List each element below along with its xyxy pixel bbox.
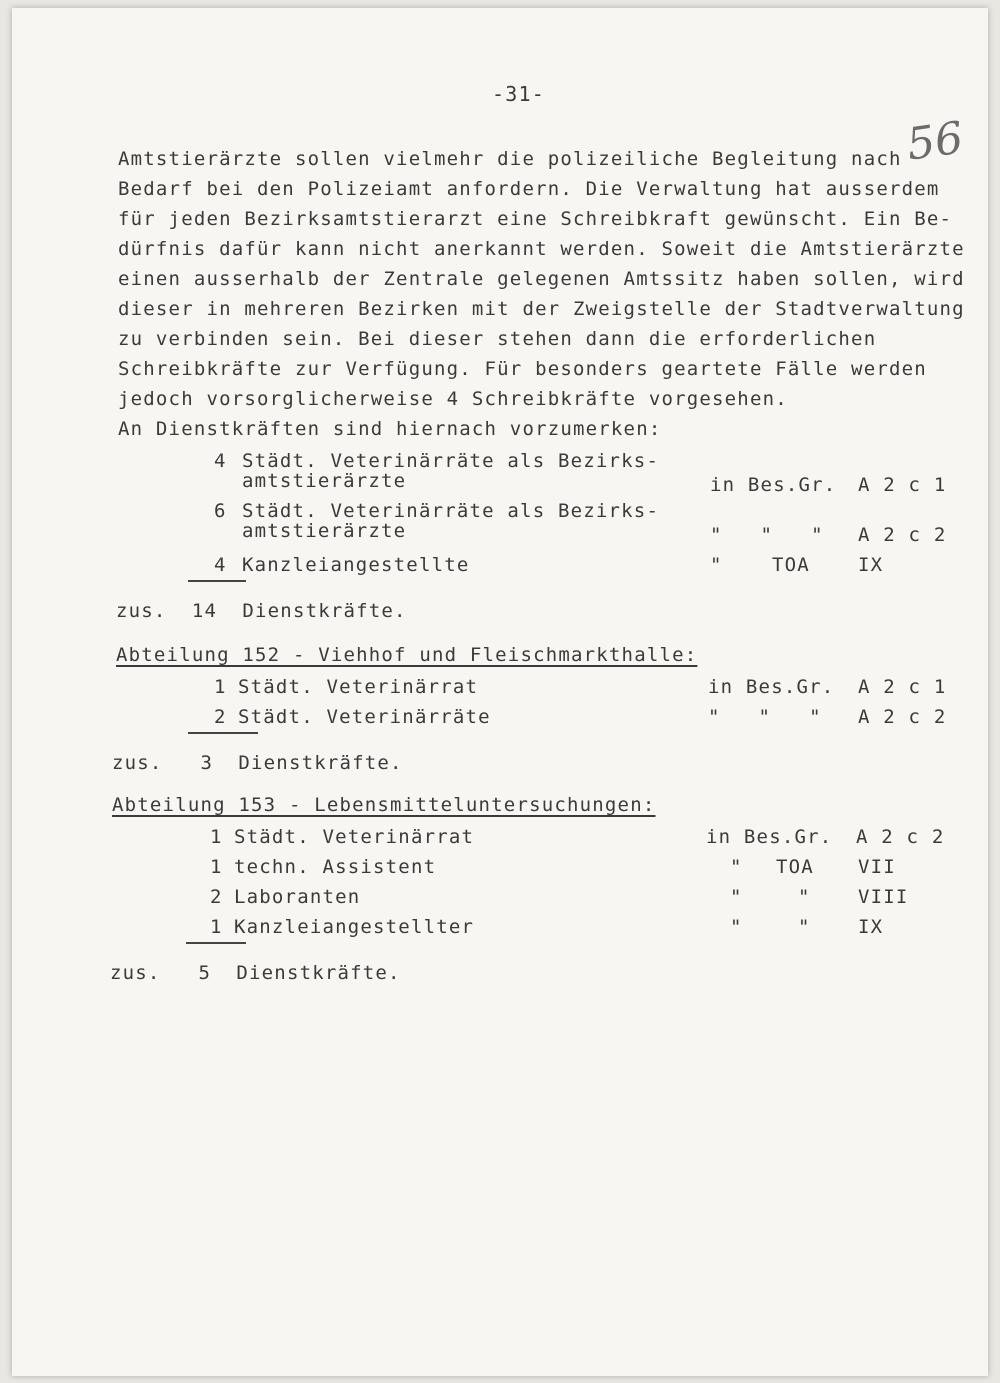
staff-description: Städt. Veterinärrat	[234, 826, 475, 848]
pay-grade: VII	[858, 856, 896, 878]
paragraph-line: Bedarf bei den Polizeiamt anfordern. Die Verwaltung hat ausserdem	[118, 178, 940, 200]
handwritten-margin-note: 56	[903, 112, 967, 171]
staff-count: 2	[210, 886, 223, 908]
pay-group: in Bes.Gr.	[710, 474, 837, 496]
staff-count: 1	[210, 826, 223, 848]
pay-group: "	[730, 856, 743, 878]
paragraph-line: zu verbinden sein. Bei dieser stehen dann die erforderlichen	[118, 328, 877, 350]
tariff: "	[798, 916, 811, 938]
staff-count: 1	[214, 676, 227, 698]
pay-grade: VIII	[858, 886, 909, 908]
paragraph-line: dürfnis dafür kann nicht anerkannt werden. Soweit die Amtstierärzte	[118, 238, 965, 260]
staff-description: techn. Assistent	[234, 856, 437, 878]
staff-description: Kanzleiangestellter	[234, 916, 475, 938]
pay-grade: A 2 c 2	[858, 706, 947, 728]
staff-description: Städt. Veterinärräte als Bezirks-	[242, 500, 660, 522]
tariff: TOA	[772, 554, 810, 576]
sum-rule	[188, 732, 258, 734]
page-number: -31-	[492, 82, 545, 106]
paragraph-line: für jeden Bezirksamtstierarzt eine Schreibkraft gewünscht. Ein Be-	[118, 208, 953, 230]
pay-grade: A 2 c 2	[858, 524, 947, 546]
staff-description: Städt. Veterinärräte als Bezirks-	[242, 450, 660, 472]
pay-group: "	[730, 886, 743, 908]
staff-count: 2	[214, 706, 227, 728]
pay-group: "	[710, 554, 723, 576]
staff-count: 6	[214, 500, 227, 522]
paragraph-line: Amtstierärzte sollen vielmehr die polizeiliche Begleitung nach	[118, 148, 902, 170]
pay-group: " " "	[708, 706, 822, 728]
pay-grade: A 2 c 1	[858, 474, 947, 496]
paragraph-line: An Dienstkräften sind hiernach vorzumerken:	[118, 418, 662, 440]
staff-description: Städt. Veterinärräte	[238, 706, 491, 728]
pay-group: " " "	[710, 524, 824, 546]
document-page	[12, 8, 988, 1376]
staff-description: Laboranten	[234, 886, 361, 908]
staff-description-cont: amtstierärzte	[242, 520, 407, 542]
pay-grade: A 2 c 1	[858, 676, 947, 698]
pay-grade: A 2 c 2	[856, 826, 945, 848]
paragraph-line: einen ausserhalb der Zentrale gelegenen Amtssitz haben sollen, wird	[118, 268, 965, 290]
sum-rule	[186, 942, 246, 944]
paragraph-line: Schreibkräfte zur Verfügung. Für besonders geartete Fälle werden	[118, 358, 927, 380]
section-heading: Abteilung 153 - Lebensmitteluntersuchungen:	[112, 794, 656, 816]
section-total: zus. 14 Dienstkräfte.	[116, 600, 407, 622]
staff-count: 4	[214, 450, 227, 472]
section-heading: Abteilung 152 - Viehhof und Fleischmarkthalle:	[116, 644, 698, 666]
paragraph-line: jedoch vorsorglicherweise 4 Schreibkräfte vorgesehen.	[118, 388, 788, 410]
paragraph-line: dieser in mehreren Bezirken mit der Zweigstelle der Stadtverwaltung	[118, 298, 965, 320]
staff-count: 1	[210, 856, 223, 878]
tariff: TOA	[776, 856, 814, 878]
staff-count: 1	[210, 916, 223, 938]
section-total: zus. 5 Dienstkräfte.	[110, 962, 401, 984]
pay-group: "	[730, 916, 743, 938]
section-total: zus. 3 Dienstkräfte.	[112, 752, 403, 774]
sum-rule	[188, 580, 246, 582]
tariff: "	[798, 886, 811, 908]
staff-count: 4	[214, 554, 227, 576]
staff-description: Kanzleiangestellte	[242, 554, 470, 576]
pay-grade: IX	[858, 554, 884, 576]
pay-grade: IX	[858, 916, 884, 938]
pay-group: in Bes.Gr.	[706, 826, 833, 848]
staff-description-cont: amtstierärzte	[242, 470, 407, 492]
pay-group: in Bes.Gr.	[708, 676, 835, 698]
staff-description: Städt. Veterinärrat	[238, 676, 479, 698]
